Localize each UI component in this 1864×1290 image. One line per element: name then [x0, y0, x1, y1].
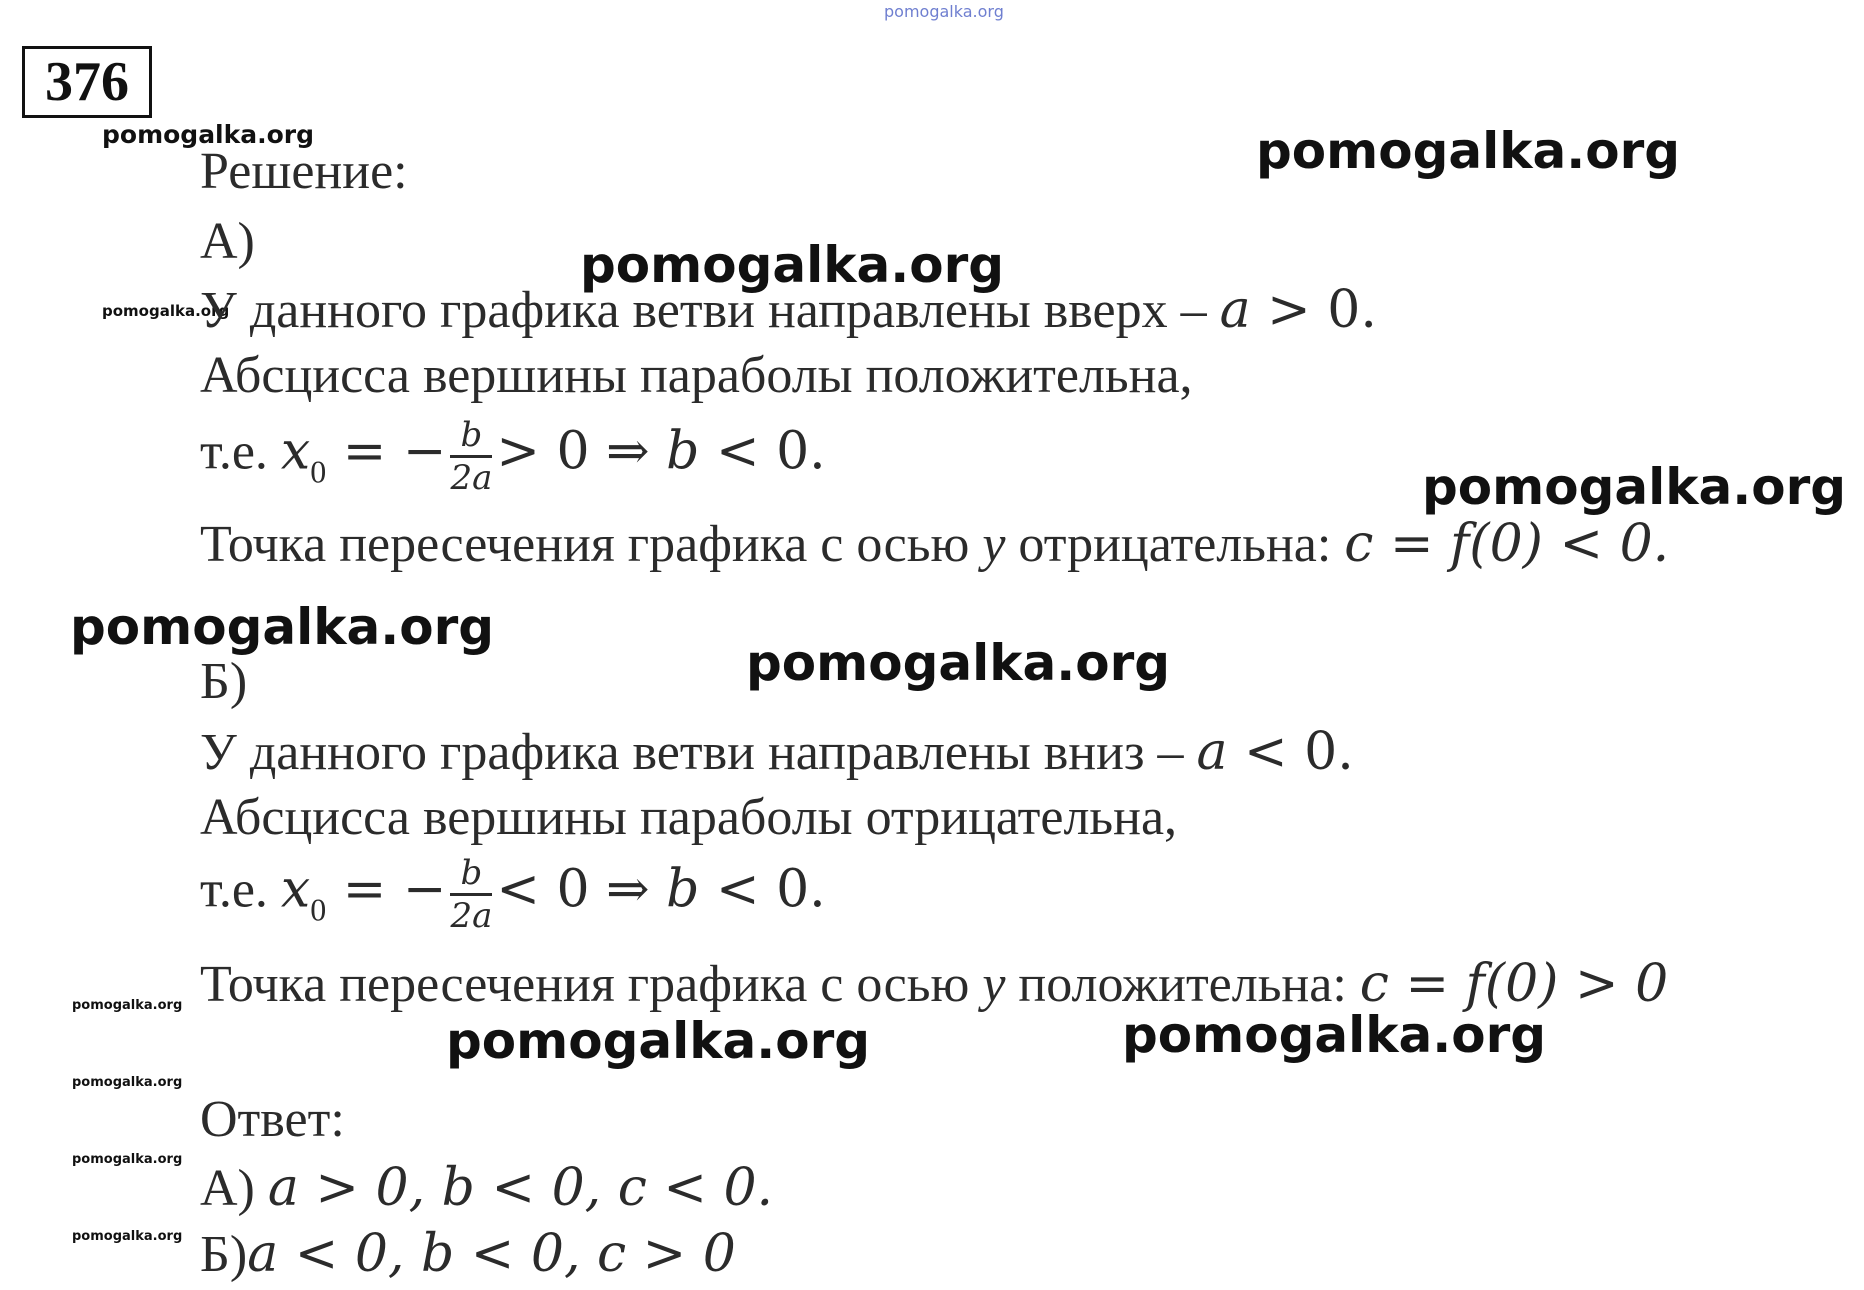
answer-heading: Ответ: — [200, 1091, 345, 1148]
part-b-sign: < 0 ⇒ — [496, 859, 667, 920]
part-b-axis-y: y — [982, 956, 1006, 1013]
watermark-big: pomogalka.org — [446, 1012, 871, 1070]
part-a-end: < 0. — [699, 421, 826, 482]
watermark-big: pomogalka.org — [580, 236, 1005, 294]
part-b-b: b — [666, 859, 700, 920]
solution-heading: Решение: — [200, 143, 408, 200]
part-b-line-1-var: a — [1196, 722, 1228, 782]
part-b-fraction — [450, 853, 493, 936]
part-a-label: А) — [200, 213, 255, 270]
part-b-line-4-text2: положительна: — [1005, 956, 1360, 1013]
part-a-line-4-text2: отрицательна: — [1005, 516, 1345, 573]
part-a-line-3-prefix: т.е. — [200, 423, 281, 481]
part-b-line-1-text: У данного графика ветви направлены вниз – — [200, 724, 1197, 781]
watermark-tiny: pomogalka.org — [72, 1229, 183, 1244]
watermark-tiny: pomogalka.org — [102, 302, 230, 320]
fraction-numerator: b — [450, 856, 492, 896]
watermark-big: pomogalka.org — [1422, 458, 1847, 516]
part-b-line-1-math: < 0. — [1227, 722, 1354, 782]
watermark-big: pomogalka.org — [1256, 122, 1681, 180]
part-b-x-subscript: 0 — [310, 891, 327, 928]
watermark-big: pomogalka.org — [1122, 1006, 1547, 1064]
part-a-x: x — [280, 421, 311, 482]
part-b-line-3-prefix: т.е. — [200, 861, 281, 919]
fraction-denominator: 2a — [450, 458, 493, 498]
problem-number: 376 — [22, 46, 152, 118]
part-b-line-4 — [200, 954, 1668, 1014]
answer-a-math: a > 0, b < 0, c < 0. — [267, 1158, 774, 1218]
part-b-equals: = − — [326, 859, 447, 920]
watermark-small: pomogalka.org — [102, 120, 315, 149]
part-a-line-4-text: Точка пересечения графика с осью — [200, 516, 983, 573]
part-a-b: b — [666, 421, 700, 482]
watermark-big: pomogalka.org — [70, 598, 495, 656]
part-b-line-3 — [200, 853, 826, 936]
watermark-big: pomogalka.org — [746, 634, 1171, 692]
part-b-line-1 — [200, 722, 1354, 782]
part-b-end: < 0. — [699, 859, 826, 920]
part-a-line-1-text: У данного графика ветви направлены вверх – — [200, 282, 1220, 339]
answer-a-label: А) — [200, 1160, 268, 1217]
part-a-line-4-math: c = f(0) < 0. — [1344, 514, 1670, 574]
part-a-axis-y: y — [982, 516, 1006, 573]
part-a-line-3 — [200, 415, 826, 498]
part-a-line-1 — [200, 280, 1377, 340]
answer-line-a — [200, 1158, 773, 1218]
part-a-equals: = − — [326, 421, 447, 482]
part-b-label: Б) — [200, 653, 248, 710]
answer-b-math: a < 0, b < 0, c > 0 — [247, 1224, 736, 1284]
answer-line-b — [200, 1224, 736, 1284]
part-a-sign: > 0 ⇒ — [496, 421, 667, 482]
fraction-denominator: 2a — [450, 896, 493, 936]
part-b-line-4-text: Точка пересечения графика с осью — [200, 956, 983, 1013]
part-b-x: x — [280, 859, 311, 920]
part-a-line-1-var: a — [1219, 280, 1251, 340]
watermark-tiny: pomogalka.org — [72, 1152, 183, 1167]
part-b-line-2: Абсцисса вершины параболы отрицательна, — [200, 789, 1178, 846]
part-a-line-2: Абсцисса вершины параболы положительна, — [200, 347, 1193, 404]
answer-b-label: Б) — [200, 1226, 248, 1283]
fraction-numerator: b — [450, 418, 492, 458]
watermark-tiny: pomogalka.org — [72, 1075, 183, 1090]
watermark-top: pomogalka.org — [884, 2, 1004, 21]
watermark-tiny: pomogalka.org — [72, 998, 183, 1013]
part-a-line-1-math: > 0. — [1250, 280, 1377, 340]
part-a-fraction — [450, 415, 493, 498]
part-b-line-4-math: c = f(0) > 0 — [1359, 954, 1669, 1014]
part-a-x-subscript: 0 — [310, 453, 327, 490]
part-a-line-4 — [200, 514, 1669, 574]
